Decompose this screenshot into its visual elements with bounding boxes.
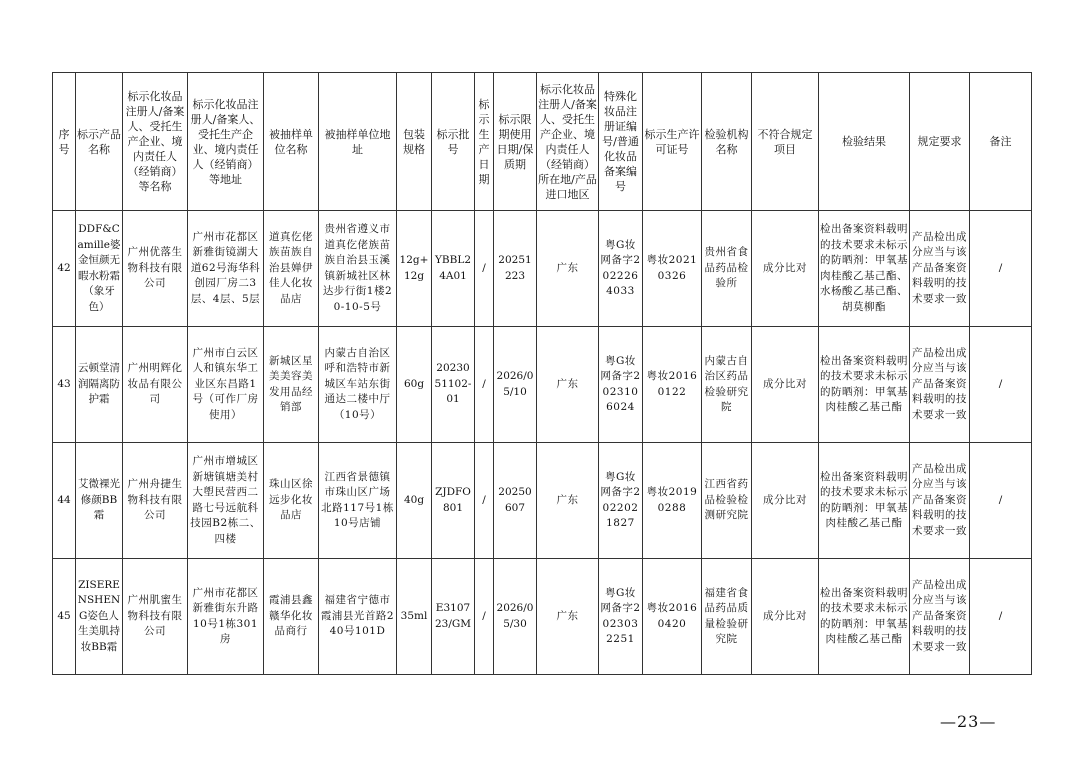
cell-remark: /: [970, 559, 1032, 675]
cell-requirement: 产品检出成分应当与该产品备案资料载明的技术要求一致: [910, 327, 970, 443]
cell-package: 40g: [397, 443, 432, 559]
header-cell: 备注: [970, 73, 1032, 211]
cell-filing-number: 粤G妆网备字2023106024: [599, 327, 643, 443]
cell-failed-item: 成分比对: [752, 443, 819, 559]
cell-region: 广东: [537, 559, 599, 675]
cell-filing-number: 粤G妆网备字2022021827: [599, 443, 643, 559]
cell-lab: 福建省食品药品质量检验研究院: [702, 559, 752, 675]
header-cell: 标示批号: [432, 73, 475, 211]
cell-failed-item: 成分比对: [752, 211, 819, 327]
cell-sampled-unit: 新城区星美美容美发用品经销部: [264, 327, 319, 443]
cell-license: 粤妆20160420: [643, 559, 702, 675]
cell-company-name: 广州舟捷生物科技有限公司: [123, 443, 188, 559]
header-cell: 特殊化妆品注册证编号/普通化妆品备案编号: [599, 73, 643, 211]
cell-failed-item: 成分比对: [752, 559, 819, 675]
cell-failed-item: 成分比对: [752, 327, 819, 443]
cell-package: 60g: [397, 327, 432, 443]
cell-lab: 江西省药品检验检测研究院: [702, 443, 752, 559]
header-cell: 标示化妆品注册人/备案人、受托生产企业、境内责任人（经销商）等地址: [188, 73, 264, 211]
cell-product-name: 云顿堂清润隔离防护霜: [76, 327, 123, 443]
header-cell: 标示化妆品注册人/备案人、受托生产企业、境内责任人（经销商）等名称: [123, 73, 188, 211]
cell-serial: 44: [53, 443, 76, 559]
cell-result: 检出备案资料载明的技术要求未标示的防晒剂：甲氧基肉桂酸乙基己酯: [819, 559, 910, 675]
cell-product-name: 艾微裸光修颜BB霜: [76, 443, 123, 559]
cell-expiry: 2026/05/30: [494, 559, 537, 675]
cell-sampled-address: 江西省景德镇市珠山区广场北路117号1栋10号店铺: [319, 443, 397, 559]
cell-batch: 2023051102-01: [432, 327, 475, 443]
cell-company-name: 广州明辉化妆品有限公司: [123, 327, 188, 443]
cell-requirement: 产品检出成分应当与该产品备案资料载明的技术要求一致: [910, 211, 970, 327]
header-cell: 被抽样单位名称: [264, 73, 319, 211]
cell-requirement: 产品检出成分应当与该产品备案资料载明的技术要求一致: [910, 443, 970, 559]
cell-license: 粤妆20190288: [643, 443, 702, 559]
table-row: [53, 559, 1032, 675]
cell-batch: E310723/GM: [432, 559, 475, 675]
cell-region: 广东: [537, 443, 599, 559]
cell-sampled-address: 贵州省遵义市道真仡佬族苗族自治县玉溪镇新城社区林达步行街1楼20-10-5号: [319, 211, 397, 327]
cell-license: 粤妆20210326: [643, 211, 702, 327]
cell-batch: YBBL24A01: [432, 211, 475, 327]
header-cell: 不符合规定项目: [752, 73, 819, 211]
cell-remark: /: [970, 211, 1032, 327]
header-cell: 标示化妆品注册人/备案人、受托生产企业、境内责任人（经销商）所在地/产品进口地区: [537, 73, 599, 211]
page-number: —23—: [940, 712, 997, 731]
cell-result: 检出备案资料载明的技术要求未标示的防晒剂：甲氧基肉桂酸乙基己酯、水杨酸乙基己酯、胡莫柳酯: [819, 211, 910, 327]
table-row: [53, 443, 1032, 559]
header-cell: 规定要求: [910, 73, 970, 211]
cell-license: 粤妆20160122: [643, 327, 702, 443]
cell-region: 广东: [537, 327, 599, 443]
header-cell: 标示限期使用日期/保质期: [494, 73, 537, 211]
cell-company-address: 广州市花都区新雅街镜湖大道62号海华科创园厂房二3层、4层、5层: [188, 211, 264, 327]
cell-company-name: 广州优落生物科技有限公司: [123, 211, 188, 327]
header-cell: 标示生产许可证号: [643, 73, 702, 211]
cell-company-address: 广州市白云区人和镇东华工业区东昌路1号（可作厂房使用）: [188, 327, 264, 443]
cell-sampled-unit: 道真仡佬族苗族自治县婵伊佳人化妆品店: [264, 211, 319, 327]
cell-package: 12g+12g: [397, 211, 432, 327]
header-cell: 标示产品名称: [76, 73, 123, 211]
cell-production-date: /: [475, 559, 494, 675]
header-cell: 检验结果: [819, 73, 910, 211]
cell-production-date: /: [475, 211, 494, 327]
cell-lab: 贵州省食品药品检验所: [702, 211, 752, 327]
cell-expiry: 20250607: [494, 443, 537, 559]
cell-batch: ZJDFO801: [432, 443, 475, 559]
cell-company-address: 广州市花都区新雅街东升路10号1栋301房: [188, 559, 264, 675]
header-cell: 被抽样单位地址: [319, 73, 397, 211]
cell-sampled-unit: 珠山区徐远步化妆品店: [264, 443, 319, 559]
cell-region: 广东: [537, 211, 599, 327]
cell-company-address: 广州市增城区新塘镇塘美村大塱民营西二路七号远航科技园B2栋二、四楼: [188, 443, 264, 559]
cell-product-name: DDF&Camille婆金恒颜无暇水粉霜（象牙色）: [76, 211, 123, 327]
cell-package: 35ml: [397, 559, 432, 675]
header-cell: 检验机构名称: [702, 73, 752, 211]
cell-filing-number: 粤G妆网备字2022264033: [599, 211, 643, 327]
cell-serial: 42: [53, 211, 76, 327]
cell-remark: /: [970, 327, 1032, 443]
cell-expiry: 20251223: [494, 211, 537, 327]
cell-sampled-address: 福建省宁德市霞浦县光首路240号101D: [319, 559, 397, 675]
cell-result: 检出备案资料载明的技术要求未标示的防晒剂：甲氧基肉桂酸乙基己酯: [819, 443, 910, 559]
cell-product-name: ZISERENSHENG姿色人生美肌持妆BB霜: [76, 559, 123, 675]
cell-serial: 45: [53, 559, 76, 675]
cell-serial: 43: [53, 327, 76, 443]
cell-filing-number: 粤G妆网备字2023032251: [599, 559, 643, 675]
cell-sampled-address: 内蒙古自治区呼和浩特市新城区车站东街通达二楼中厅（10号）: [319, 327, 397, 443]
header-cell: 包装规格: [397, 73, 432, 211]
cell-company-name: 广州肌蜜生物科技有限公司: [123, 559, 188, 675]
cell-production-date: /: [475, 443, 494, 559]
cell-sampled-unit: 霞浦县鑫赣华化妆品商行: [264, 559, 319, 675]
header-cell: 标示生产日期: [475, 73, 494, 211]
table-header-row: [53, 73, 1032, 211]
cell-requirement: 产品检出成分应当与该产品备案资料载明的技术要求一致: [910, 559, 970, 675]
table-row: [53, 327, 1032, 443]
table-row: [53, 211, 1032, 327]
cell-remark: /: [970, 443, 1032, 559]
header-cell: 序号: [53, 73, 76, 211]
sampling-results-table: [52, 72, 1032, 675]
cell-result: 检出备案资料载明的技术要求未标示的防晒剂：甲氧基肉桂酸乙基己酯: [819, 327, 910, 443]
cell-expiry: 2026/05/10: [494, 327, 537, 443]
cell-production-date: /: [475, 327, 494, 443]
cell-lab: 内蒙古自治区药品检验研究院: [702, 327, 752, 443]
